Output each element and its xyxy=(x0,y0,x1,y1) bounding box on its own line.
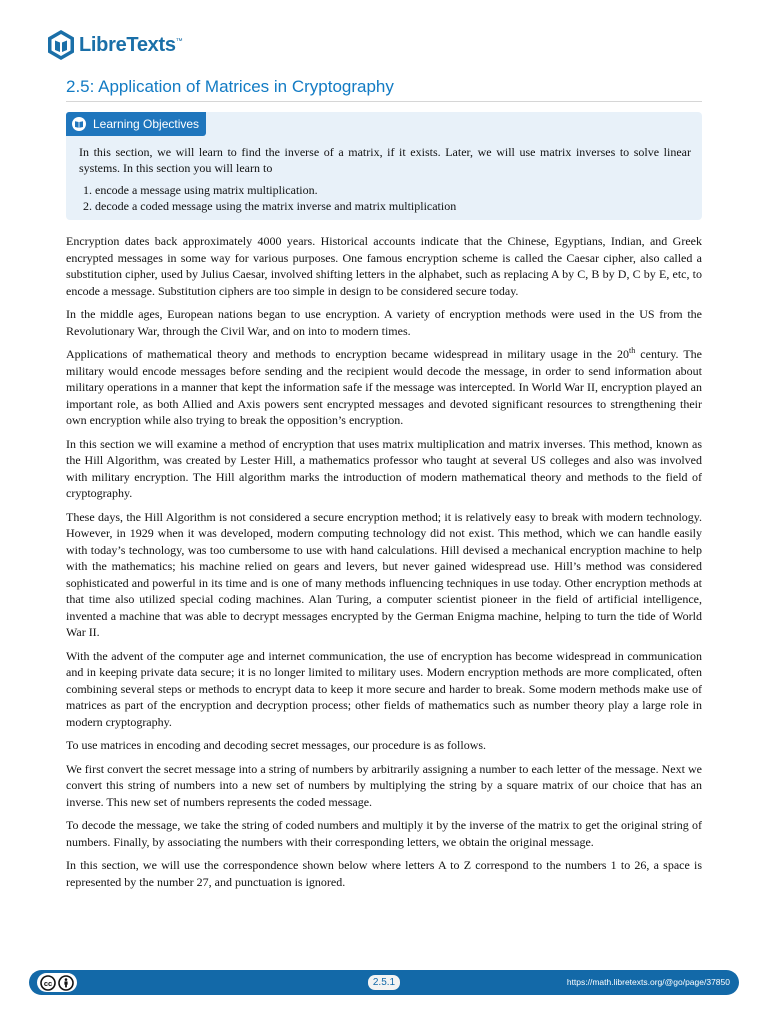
header xyxy=(46,28,183,62)
page-number: 2.5.1 xyxy=(368,975,400,990)
objectives-list xyxy=(83,182,456,214)
logo-trademark: ™ xyxy=(175,38,183,45)
book-icon xyxy=(72,117,86,131)
paragraph: In this section, we will use the correspondence shown below where letters A to Z correspond to the numbers 1 to 26, a space is represented by the number 27, and punctuation is ignored. xyxy=(66,858,702,889)
logo-text[interactable]: LibreTexts xyxy=(79,33,176,56)
objective-item: 2. decode a coded message using the matrix inverse and matrix multiplication xyxy=(83,199,457,213)
page-url-link[interactable]: https://math.libretexts.org/@go/page/37850 xyxy=(566,977,730,987)
superscript: th xyxy=(629,346,636,355)
learning-objectives-tab xyxy=(66,112,206,136)
paragraph: These days, the Hill Algorithm is not considered a secure encryption method; it is relatively easy to break with modern technology. However, in 1929 when it was developed, modern computing technology did not exist. This method, which we can handle easily with today’s technology, was too cumbersome to use with hand calculations. Hill devised a mechanical encryption machine to help with the mathematics; his machine relied on gears and levers, but never gained widespread use. Hill’s method was considered sophisticated and powerful in its time and is one of many methods influencing techniques in use today. Other encryption methods at that time also utilized special coding machines. Alan Turing, a computer scientist pioneer in the field of artificial intelligence, invented a machine that was able to decrypt messages encrypted by the German Enigma machine, helping to turn the tide of World War II. xyxy=(66,509,702,639)
paragraph-text: century. The military would encode messages before sending and the recipient would decode the message, in order to send information about military operations in a manner that kept the information safe if the message was intercepted. In World War II, encryption played an important role, as both Allied and Axis powers sent encrypted messages and devoted significant resources to strengthening their own encryption while also trying to break the opposition’s encryption. xyxy=(66,347,702,427)
by-icon xyxy=(58,975,74,991)
paragraph: To decode the message, we take the string of coded numbers and multiply it by the inverse of the matrix to get the original string of numbers. Finally, by associating the numbers with their corresponding letters, we obtain the original message. xyxy=(66,818,702,849)
paragraph: We first convert the secret message into a string of numbers by arbitrarily assigning a number to each letter of the message. Next we convert this string of numbers into a new set of numbers by multiplying the string by a square matrix of our choice that has an inverse. This new set of numbers represents the coded message. xyxy=(66,761,702,809)
objective-item: 1. encode a message using matrix multiplication. xyxy=(83,183,318,197)
title-divider xyxy=(66,101,702,102)
cc-icon xyxy=(40,975,56,991)
libretexts-logo-icon[interactable] xyxy=(46,29,76,61)
learning-objectives-box xyxy=(66,112,702,220)
paragraph-text: Applications of mathematical theory and methods to encryption became widespread in military usage in the 20 xyxy=(66,347,629,361)
svg-text:cc: cc xyxy=(43,978,53,988)
paragraph: In this section we will examine a method of encryption that uses matrix multiplication and matrix inverses. This method, known as the Hill Algorithm, was created by Lester Hill, a mathematics professor who taught at several US colleges and also was involved with military encryption. The Hill algorithm marks the introduction of modern mathematical theory and methods to the field of cryptography. xyxy=(66,436,702,500)
objectives-intro: In this section, we will learn to find the inverse of a matrix, if it exists. Later, we will use matrix inverses to solve linear systems. In this section you will learn to xyxy=(79,145,691,175)
paragraph: To use matrices in encoding and decoding secret messages, our procedure is as follows. xyxy=(66,738,487,752)
main-content xyxy=(66,233,702,897)
paragraph: Encryption dates back approximately 4000 years. Historical accounts indicate that the Chinese, Egyptians, Indian, and Greek encrypted messages in some way for various purposes. One famous encryption scheme is called the Caesar cipher, also called a substitution cipher, used by Julius Caesar, involved shifting letters in the alphabet, such as replacing A by C, B by D, C by E, etc, to encode a message. Substitution ciphers are too simple in design to be considered secure today. xyxy=(66,234,702,298)
learning-objectives-label: Learning Objectives xyxy=(93,117,200,131)
license-badge[interactable] xyxy=(37,973,77,992)
paragraph: With the advent of the computer age and internet communication, the use of encryption has become widespread in communication and in keeping private data secure; it is no longer limited to military uses. Modern encryption methods are more complicated, often combining several steps or methods to encrypt data to keep it more secure and harder to break. Some modern methods make use of matrices as part of the encryption and decryption process; other fields of mathematics such as number theory play a large role in modern cryptography. xyxy=(66,648,702,729)
page-title: 2.5: Application of Matrices in Cryptography xyxy=(66,77,394,96)
footer-bar xyxy=(29,970,739,995)
paragraph xyxy=(66,346,702,429)
paragraph: In the middle ages, European nations began to use encryption. A variety of encryption methods were used in the US from the Revolutionary War, through the Civil War, and on into to modern times. xyxy=(66,307,702,338)
